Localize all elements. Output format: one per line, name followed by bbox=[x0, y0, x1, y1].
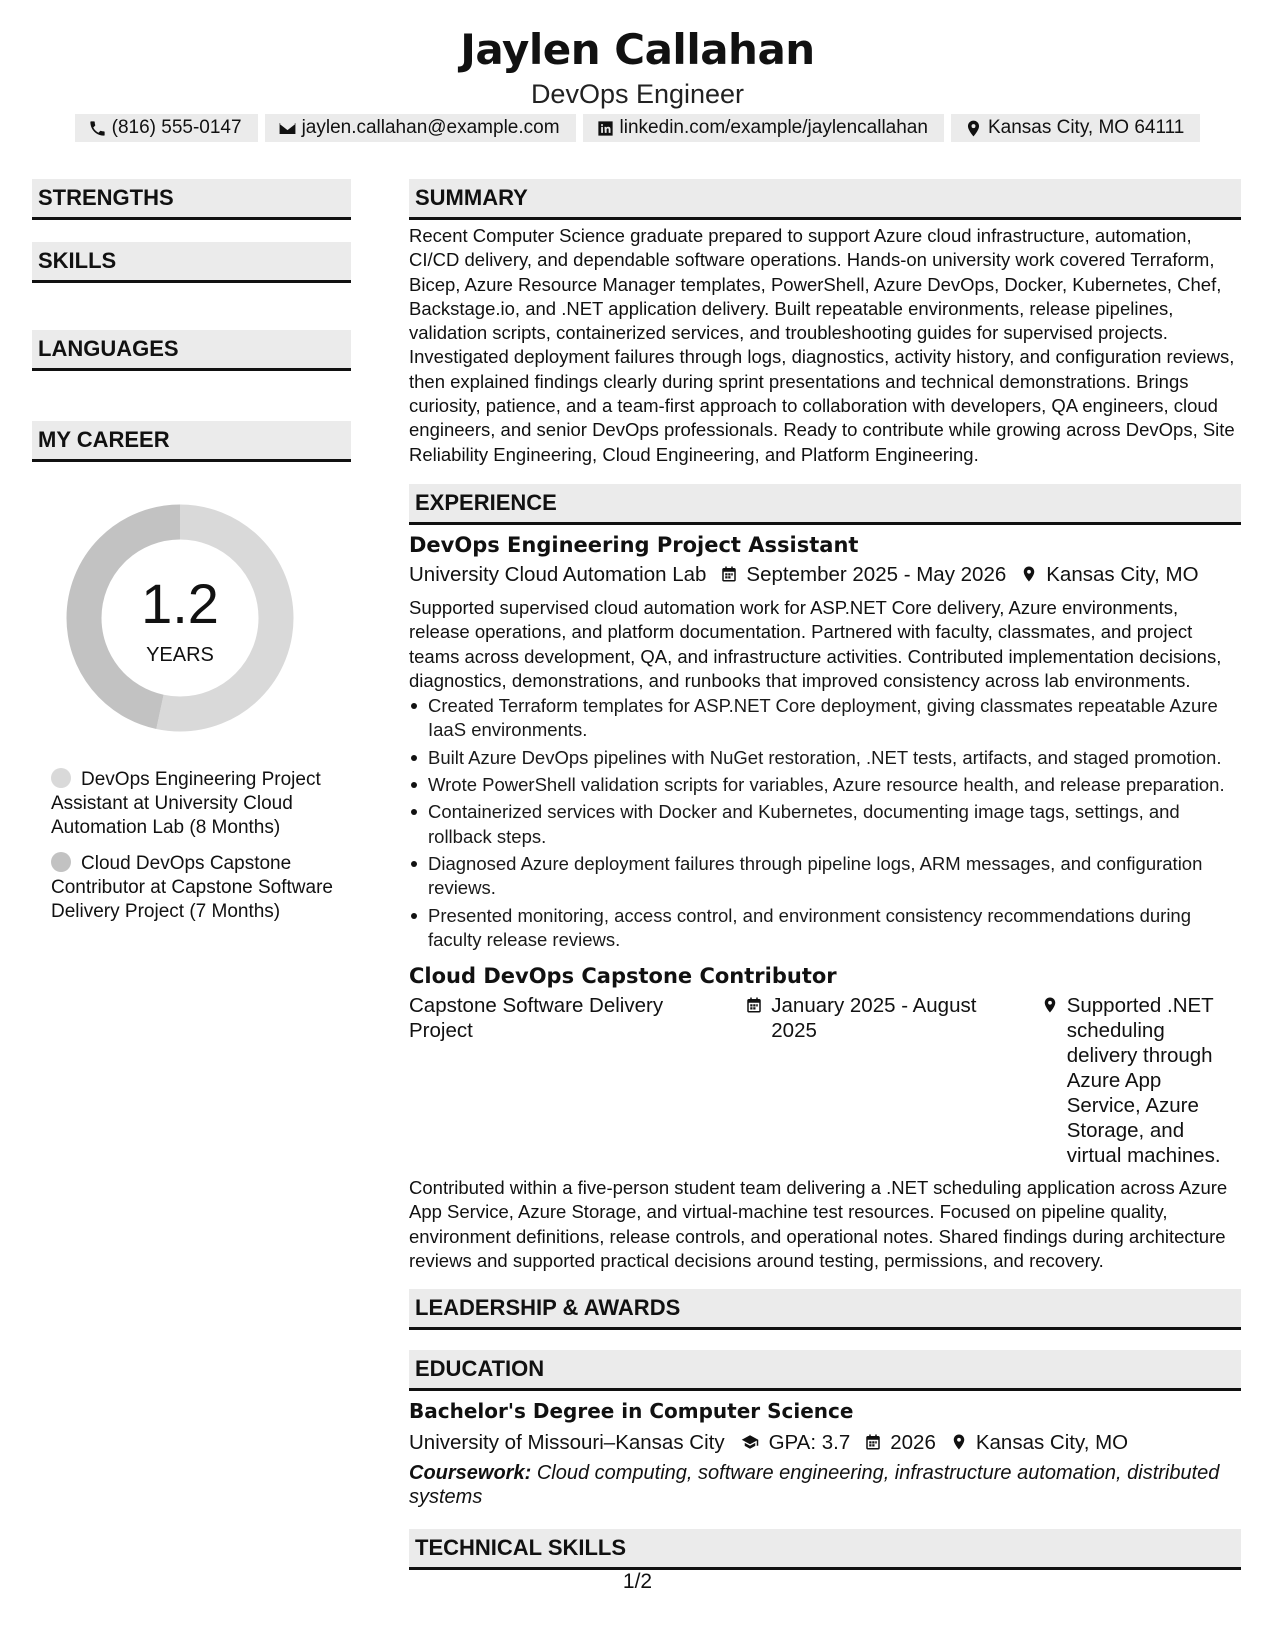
left-column bbox=[32, 179, 351, 936]
career-legend bbox=[32, 768, 351, 924]
map-pin-icon bbox=[1041, 996, 1059, 1014]
career-total-value: 1.2 bbox=[141, 572, 219, 635]
languages-heading: LANGUAGES bbox=[32, 330, 351, 371]
contact-linkedin[interactable] bbox=[583, 114, 944, 142]
graduation-year: 2026 bbox=[890, 1431, 936, 1455]
coursework-label: Coursework: bbox=[409, 1462, 532, 1485]
candidate-title: DevOps Engineer bbox=[530, 79, 745, 109]
skills-heading: SKILLS bbox=[32, 242, 351, 283]
map-pin-icon bbox=[964, 119, 983, 138]
job-location: Kansas City, MO bbox=[1046, 562, 1199, 586]
education-heading: EDUCATION bbox=[409, 1350, 1241, 1391]
linkedin-icon bbox=[596, 119, 615, 138]
contact-linkedin-text: linkedin.com/example/jaylencallahan bbox=[619, 117, 928, 138]
job-description: Contributed within a five-person student team delivering a .NET scheduling application across Azure App Service, Azure Storage, and virtual-machine test resources. Focused on pipeline quality, environment definitions, release controls, and operational notes. Shared findings during architecture reviews and supported practical decisions around testing, permissions, and recovery. bbox=[409, 1177, 1228, 1272]
job-bullet: Containerized services with Docker and Kubernetes, documenting image tags, settings, and rollback steps. bbox=[409, 800, 1241, 849]
job-title: DevOps Engineering Project Assistant bbox=[409, 532, 859, 557]
calendar-icon bbox=[720, 565, 738, 583]
job-bullets bbox=[409, 694, 1241, 952]
degree-title: Bachelor's Degree in Computer Science bbox=[409, 1399, 854, 1424]
job-meta bbox=[409, 562, 1241, 587]
career-legend-label: Cloud DevOps Capstone Contributor at Capstone Software Delivery Project (7 Months) bbox=[51, 853, 333, 922]
technical-skills-heading: TECHNICAL SKILLS bbox=[409, 1529, 1241, 1570]
gpa: GPA: 3.7 bbox=[768, 1431, 851, 1455]
job-title: Cloud DevOps Capstone Contributor bbox=[409, 964, 837, 989]
contact-email-text: jaylen.callahan@example.com bbox=[301, 117, 560, 138]
coursework bbox=[409, 1461, 1241, 1509]
education-entry bbox=[409, 1397, 1241, 1509]
job-location: Supported .NET scheduling delivery through Azure App Service, Azure Storage, and virtual machines. bbox=[1066, 994, 1221, 1168]
job-bullet: Wrote PowerShell validation scripts for variables, Azure resource health, and release preparation. bbox=[409, 773, 1241, 797]
coursework-text: Cloud computing, software engineering, infrastructure automation, distributed systems bbox=[409, 1462, 1220, 1509]
legend-dot-icon bbox=[51, 768, 71, 788]
calendar-icon bbox=[745, 996, 763, 1014]
contact-location[interactable] bbox=[951, 114, 1200, 142]
career-heading: MY CAREER bbox=[32, 421, 351, 462]
education-meta bbox=[409, 1430, 1241, 1455]
contact-phone[interactable] bbox=[75, 114, 258, 142]
job-org: University Cloud Automation Lab bbox=[409, 562, 707, 586]
calendar-icon bbox=[864, 1433, 882, 1451]
career-donut-chart bbox=[66, 504, 294, 732]
resume-header bbox=[0, 22, 1275, 110]
school-name: University of Missouri–Kansas City bbox=[409, 1431, 725, 1455]
main-column bbox=[409, 179, 1241, 1570]
career-legend-item bbox=[51, 768, 351, 840]
experience-heading: EXPERIENCE bbox=[409, 484, 1241, 525]
job-bullet: Built Azure DevOps pipelines with NuGet restoration, .NET tests, artifacts, and staged promotion. bbox=[409, 746, 1241, 770]
job-org: Capstone Software Delivery Project bbox=[409, 994, 664, 1043]
job-dates: January 2025 - August 2025 bbox=[771, 994, 977, 1043]
phone-icon bbox=[88, 119, 107, 138]
contact-bar bbox=[0, 114, 1275, 142]
job-entry bbox=[409, 962, 1241, 1273]
candidate-name: Jaylen Callahan bbox=[460, 25, 815, 74]
summary-text: Recent Computer Science graduate prepared to support Azure cloud infrastructure, automation, CI/CD delivery, and dependable software operations. Hands-on university work covered Terraform, Bicep, Azure Resource Manager templates, PowerShell, Azure DevOps, Docker, Kubernetes, Chef, Backstage.io, and .NET application delivery. Built repeatable environments, release pipelines, validation scripts, containerized services, and troubleshooting guides for supervised projects. Investigated deployment failures through logs, diagnostics, activity history, and configuration reviews, then explained findings clearly during sprint presentations and technical demonstrations. Brings curiosity, patience, and a team-first approach to collaboration with developers, QA engineers, cloud engineers, and senior DevOps professionals. Ready to contribute while growing across DevOps, Site Reliability Engineering, Cloud Engineering, and Platform Engineering. bbox=[409, 225, 1235, 465]
contact-email[interactable] bbox=[265, 114, 576, 142]
map-pin-icon bbox=[1020, 565, 1038, 583]
leadership-heading: LEADERSHIP & AWARDS bbox=[409, 1289, 1241, 1330]
job-dates: September 2025 - May 2026 bbox=[746, 562, 1007, 586]
career-legend-item bbox=[51, 852, 351, 924]
job-bullet: Created Terraform templates for ASP.NET Core deployment, giving classmates repeatable Azure IaaS environments. bbox=[409, 694, 1241, 743]
job-description: Supported supervised cloud automation work for ASP.NET Core delivery, Azure environments, release operations, and platform documentation. Partnered with faculty, classmates, and project teams across development, QA, and infrastructure activities. Contributed implementation decisions, diagnostics, demonstrations, and runbooks that improved consistency across lab environments. bbox=[409, 596, 1222, 691]
contact-phone-text: (816) 555-0147 bbox=[111, 117, 242, 138]
job-entry bbox=[409, 531, 1241, 952]
contact-location-text: Kansas City, MO 64111 bbox=[987, 117, 1185, 138]
graduation-cap-icon bbox=[739, 1433, 761, 1451]
career-total-unit: YEARS bbox=[146, 644, 214, 666]
map-pin-icon bbox=[950, 1433, 968, 1451]
legend-dot-icon bbox=[51, 852, 71, 872]
summary-heading: SUMMARY bbox=[409, 179, 1241, 220]
page-number: 1/2 bbox=[622, 1570, 653, 1593]
education-location: Kansas City, MO bbox=[975, 1431, 1129, 1455]
job-meta bbox=[409, 993, 1241, 1168]
career-legend-label: DevOps Engineering Project Assistant at University Cloud Automation Lab (8 Months) bbox=[51, 769, 321, 838]
job-bullet: Presented monitoring, access control, and environment consistency recommendations during faculty release reviews. bbox=[409, 904, 1241, 953]
strengths-heading: STRENGTHS bbox=[32, 179, 351, 220]
job-bullet: Diagnosed Azure deployment failures through pipeline logs, ARM messages, and configuration reviews. bbox=[409, 852, 1241, 901]
envelope-icon bbox=[278, 119, 297, 138]
